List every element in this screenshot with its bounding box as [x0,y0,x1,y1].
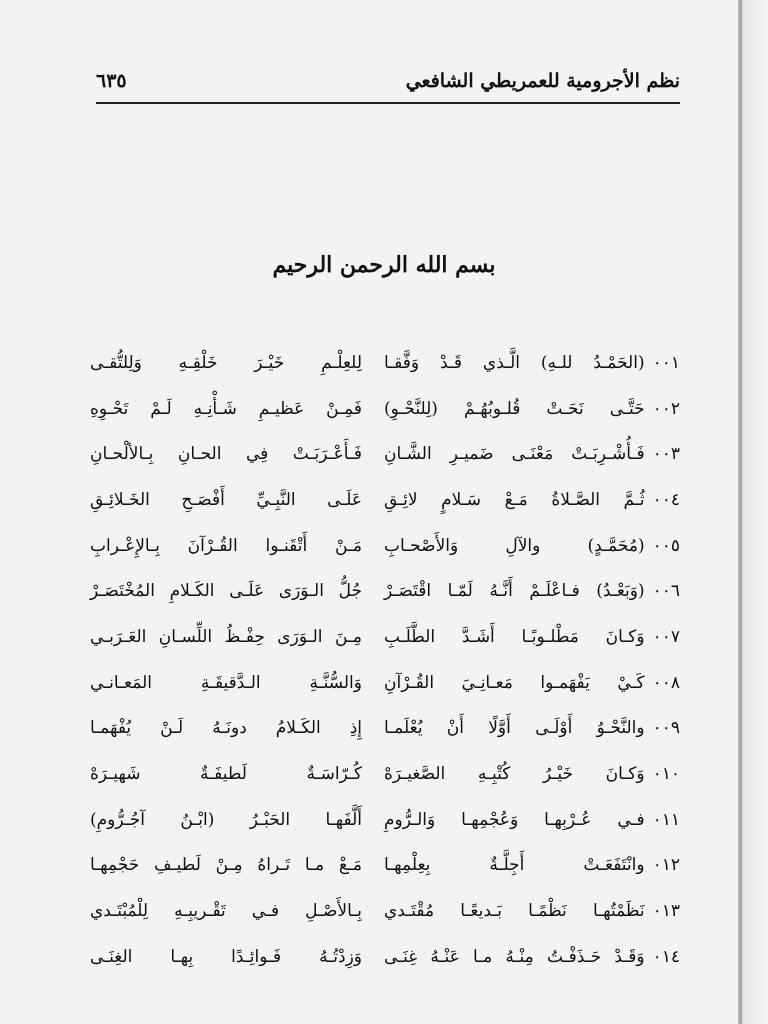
verse-first-hemistich [384,581,680,601]
verse-second-hemistich: كُـرّاسَـةٌ لَطيفَـةٌ شَهيـرَهْ [90,764,362,785]
verse-second-hemistich: أَلَّفَهـا الحَبْـرُ (ابْـنُ آجُـرُّومِ) [90,809,362,830]
verse-row [90,843,680,889]
verse-second-hemistich: فَـأَعْـرَبَـتْ فِي الحـانِ بِـالألْحـانِ [90,444,362,465]
verse-second-hemistich: جُلُّ الـوَرَى عَلَـى الكَـلامِ المُخْتَصَـرْ [90,581,362,602]
page-number: ٦٣٥ [96,70,127,92]
verse-first-hemistich [384,536,680,556]
verse-first-hemistich [384,399,680,419]
verse-row [90,660,680,706]
verse-number: ٠١٣ [652,901,680,922]
verse-sadr-text: فـي عُـرْبِهـا وَعُجْمِهـا وَالـرُّومِ [384,809,645,830]
verse-row [90,568,680,614]
verse-first-hemistich [384,718,680,738]
verse-sadr-text: (الحَمْـدُ للـهِ) الَّـذي قَـدْ وَفَّقـا [384,352,645,373]
verse-number: ٠١١ [652,809,680,830]
verse-row [90,523,680,569]
verse-row [90,431,680,477]
verse-first-hemistich [384,353,680,373]
verse-second-hemistich: مَـعْ مـا تَـراهُ مِـنْ لَطيـفِ حَجْمِهـا [90,855,362,876]
verse-number: ٠٠٨ [652,672,680,693]
verse-first-hemistich [384,627,680,647]
header-title: نظم الأجرومية للعمريطي الشافعي [405,70,680,92]
verse-number: ٠٠٢ [652,398,680,419]
verse-sadr-text: ثُـمَّ الصَّـلاةُ مَـعْ سَـلامٍ لائِـقِ [384,489,645,510]
verse-row [90,614,680,660]
verse-sadr-text: وانْتَفَعَـتْ أَجِلَّـةٌ بِعِلْمِهـا [384,855,645,876]
verse-second-hemistich: إِذِ الكَـلامُ دونَـهُ لَـنْ يُفْهَمـا [90,718,362,739]
verse-first-hemistich [384,947,680,967]
verse-row [90,340,680,386]
verse-number: ٠٠٣ [652,444,680,465]
verse-first-hemistich [384,855,680,875]
verse-second-hemistich: لِلعِلْـمِ خَيْـرَ خَلْقِـهِ وَلِلتُّقـى [90,352,362,373]
verse-sadr-text: فَـأُشْـرِبَـتْ مَعْنَـى ضَميـرِ الشَّـانِ [384,444,645,465]
verse-number: ٠١٤ [652,946,680,967]
verse-row [90,888,680,934]
basmala-heading: بسم الله الرحمن الرحيم [272,252,496,278]
verse-number: ٠٠٧ [652,626,680,647]
verse-row [90,706,680,752]
verse-row [90,797,680,843]
verse-first-hemistich [384,490,680,510]
verse-row [90,477,680,523]
verse-second-hemistich: وَزِدْتُـهُ فَـوائِـدًا بِهـا الغِنَـى [90,946,362,967]
verse-sadr-text: (مُحَمَّـدٍ) والآلِ وَالأَصْحـابِ [384,535,645,556]
verse-sadr-text: وَكـانَ خَيْـرُ كُتْبِـهِ الصَّغيـرَهْ [384,764,645,785]
verse-first-hemistich [384,901,680,921]
poem-body [90,340,680,980]
verse-row [90,751,680,797]
verse-sadr-text: نَظَمْتُهـا نَظْمًـا بَـديعًـا مُقْتَـدي [384,901,645,922]
page-edge-binding [738,0,768,1024]
verse-second-hemistich: وَالسُّنَّـةِ الـدَّقيقَـةِ المَعـانـي [90,672,362,693]
verse-first-hemistich [384,764,680,784]
verse-second-hemistich: عَلَـى النَّبِـيِّ أَفْصَـحِ الخَـلائِـقِ [90,489,362,510]
verse-number: ٠٠٦ [652,581,680,602]
verse-number: ٠٠٩ [652,718,680,739]
verse-first-hemistich [384,810,680,830]
verse-sadr-text: حَتَّـى نَحَـتْ قُلـوبُهُـمْ (لِلنَّحْـوِ) [384,398,645,419]
verse-first-hemistich [384,444,680,464]
verse-sadr-text: وَقَـدْ حَـذَفْـتُ مِنْـهُ مـا عَنْـهُ غِنَـى [384,946,645,967]
verse-sadr-text: (وَبَعْـدُ) فـاعْلَـمْ أَنَّـهُ لَمّـا اقْتَصَـرْ [384,581,645,602]
verse-row [90,386,680,432]
verse-sadr-text: وَكـانَ مَطْلـوبًـا أَشَـدَّ الطَّلَـبِ [384,626,645,647]
verse-second-hemistich: مِـنَ الـوَرَى حِفْـظُ اللِّسـانِ العَـرَبـي [90,626,362,647]
verse-first-hemistich [384,673,680,693]
verse-second-hemistich: بِـالأَصْـلِ فـي تَقْـريبِـهِ لِلْمُبْتَـدي [90,901,362,922]
verse-number: ٠٠٥ [652,535,680,556]
verse-row [90,934,680,980]
verse-number: ٠٠٤ [652,489,680,510]
verse-sadr-text: والنَّحْـوُ أَوْلَـى أَوَّلًا أَنْ يُعْلَمـا [384,718,645,739]
running-header [96,68,680,104]
verse-number: ٠١٠ [652,764,680,785]
verse-sadr-text: كَـيْ يَفْهَمـوا مَعـانِـيَ القُـرْآنِ [384,672,645,693]
verse-second-hemistich: فَمِـنْ عَظيـمِ شَـأْنِـهِ لَـمْ تَحْـوِهِ [90,398,362,419]
verse-number: ٠٠١ [652,352,680,373]
verse-number: ٠١٢ [652,855,680,876]
verse-second-hemistich: مَـنْ أَتْقَنـوا القُـرْآنَ بِـالإِعْـرابِ [90,535,362,556]
